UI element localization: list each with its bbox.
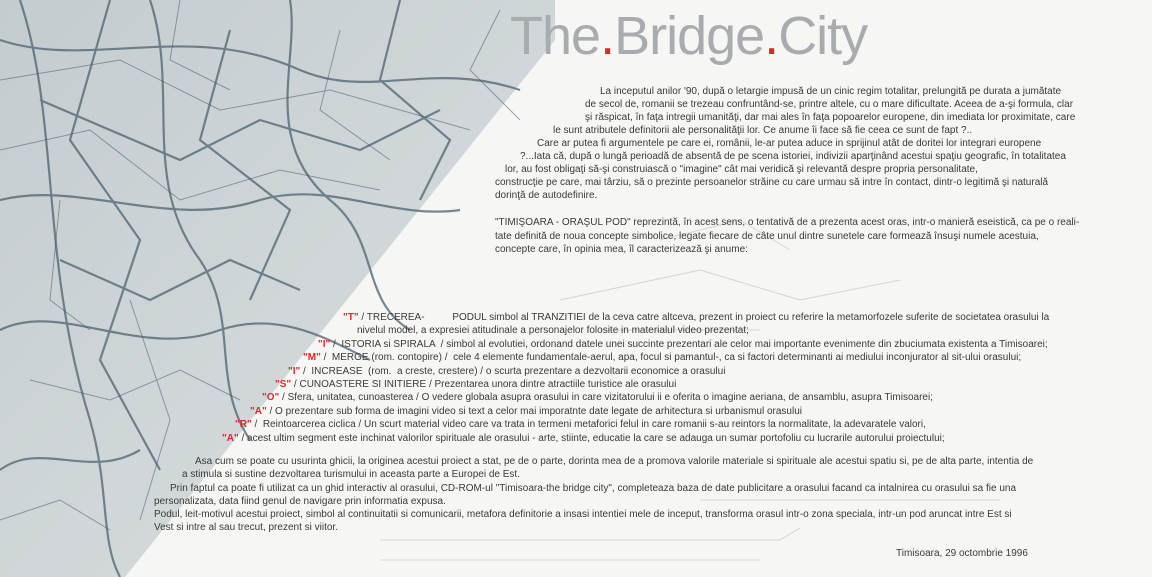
concept-text: / TRECEREA- PODUL simbol al TRANZITIEI de la ceva catre altceva, prezent in proiect cu referire la metamorfozele suferite de societatea orasului la (358, 312, 1050, 323)
concept-item (250, 405, 1112, 418)
concept-letter: "R" (235, 419, 252, 431)
concept-letter: "O" (262, 392, 280, 404)
concept-item (343, 311, 1112, 324)
conclusion-line: personalizata, data fiind genul de navigare prin informatia expusa. (154, 496, 446, 507)
title-city: City (778, 6, 868, 66)
conclusion-line: Prin faptul ca poate fi utilizat ca un ghid interactiv al orasului, CD-ROM-ul "Timisoara-the bridge city", completeaza baza de date publicitare a orasului facand ca intalnirea cu orasului sa fie una (170, 483, 1017, 494)
concept-item (318, 338, 1112, 351)
concept-text: nivelul model, a expresiei atitudinale a personajelor folosite in materialul video prezentat; (357, 325, 749, 337)
concept-text: / O prezentare sub forma de imagini video si text a celor mai imporatnte date legate de arhitectura si urbanismul orasului (266, 405, 802, 417)
title-the: The (510, 6, 601, 66)
concept-letter: "T" (343, 312, 359, 323)
concept-letter: "S" (275, 379, 292, 390)
concept-item (235, 418, 1112, 431)
concept-text: / INCREASE (rom. a creste, crestere) / o scurta prezentare a dezvoltarii economice a orasului (300, 365, 726, 377)
conclusion-line: Vest si intre al sau trecut, prezent si viitor. (154, 522, 338, 533)
title-dot-1: . (600, 6, 615, 66)
project-line: "TIMIŞOARA - ORAŞUL POD" reprezintă, în acest sens, o tentativă de a prezenta acest oras, intr-o manieră eseistică, ca pe o reali- (495, 217, 1080, 228)
concept-text: / MERGE (rom. contopire) / cele 4 elemente fundamentale-aerul, apa, focul si pamantul-, ca si factori determinanti ai mediului inconjurator al sit-ului orasului; (320, 352, 1022, 364)
concept-text: / Sfera, unitatea, cunoasterea / O vedere globala asupra orasului in care vizitatorului ii e oferita o imagine aeriana, de ansamblu, asupra Timisoarei; (279, 392, 933, 404)
project-line: concepte care, în opinia mea, îl caracterizează şi anume: (495, 244, 748, 255)
concept-letter: "I" (318, 338, 331, 350)
date-stamp: Timisoara, 29 octombrie 1996 (896, 548, 1028, 559)
conclusion-line: a stimula si sustine dezvoltarea turismului in aceasta parte a Europei de Est. (182, 469, 520, 480)
intro-line: La inceputul anilor '90, după o letargie impusă de un cinic regim totalitar, prelungită pe durata a jumătate (600, 86, 1062, 97)
intro-line: Care ar putea fi argumentele pe care ei, românii, le-ar putea aduce in sprijinul atât de doritei lor integrari europene (537, 138, 1042, 149)
page-title (510, 4, 867, 68)
concept-item (357, 324, 1112, 337)
title-dot-2: . (764, 6, 779, 66)
conclusion-line: Asa cum se poate cu usurinta ghicii, la originea acestui proiect a stat, pe de o parte, dorinta mea de a promova valorile materiale si spirituale ale acestui spatiu si, pe de alta parte, intentia de (195, 456, 1034, 467)
concept-item (288, 365, 1112, 378)
intro-line: dorinţă de autodefinire. (495, 190, 598, 201)
intro-line: ?...Iata că, după o lungă perioadă de absentă de pe scena istoriei, indivizii aparţinând acestui spaţiu geografic, în totalitatea (520, 151, 1066, 162)
concept-letter: "A" (222, 432, 239, 444)
concept-text: / Reintoarcerea ciclica / Un scurt material video care va trata in termeni metaforici felul in care romanii s-au reintors la normalitate, la adevaratele valori, (251, 419, 926, 431)
concept-text: / CUNOASTERE SI INITIERE / Prezentarea unora dintre atractiile turistice ale orasului (291, 379, 677, 390)
intro-line: le sunt atributele definitorii ale personalităţii lor. Ce anume îi face să fie ceea ce sunt de fapt ?.. (553, 125, 973, 136)
concept-text: / ISTORIA si SPIRALA / simbol al evolutiei, ordonand datele unei succinte prezentari ale celor mai importante evenimente din zbuciumata existenta a Timisoarei; (330, 338, 1048, 350)
intro-line: construcţie pe care, mai târziu, să o prezinte persoanelor străine cu care urmau să intre în contact, dintr-o legitimă şi naturală (495, 177, 1049, 188)
concept-item (303, 351, 1112, 364)
concept-item (275, 378, 1112, 391)
concept-letter: "A" (250, 405, 267, 417)
concept-item (262, 391, 1112, 404)
concept-item (222, 432, 1112, 445)
title-bridge: Bridge (614, 6, 765, 66)
concept-letter: "I" (288, 365, 301, 377)
intro-line: de secol de, romanii se trezeau confruntând-se, printre altele, cu o mare dificultate. Aceea de a-şi formula, clar (585, 99, 1074, 110)
conclusion-line: Podul, leit-motivul acestui proiect, simbol al continuitatii si comunicarii, metafora definitorie a insasi intentiei mele de inceput, transforma orasul intr-o zona speciala, intr-un pod aruncat intre Est si (154, 509, 1012, 520)
intro-line: lor, au fost obligaţi să-şi construiască o "imagine" cât mai veridică şi relevantă despre propria personalitate, (505, 164, 978, 175)
project-line: tate definită de noua concepte simbolice, legate fiecare de câte unul dintre sunetele care formează însuşi numele acestuia, (495, 230, 1039, 242)
concept-letter: "M" (303, 352, 321, 364)
intro-line: şi răspicat, în faţa intregii umanităţi, dar mai ales în faţa popoarelor europene, din imediata lor proximitate, care (585, 112, 1076, 123)
concept-text: / acest ultim segment este inchinat valorilor spirituale ale orasului - arte, stiinte, educatie la care se adauga un sumar portofoliu cu lucrarile autorului proiectului; (238, 432, 945, 444)
